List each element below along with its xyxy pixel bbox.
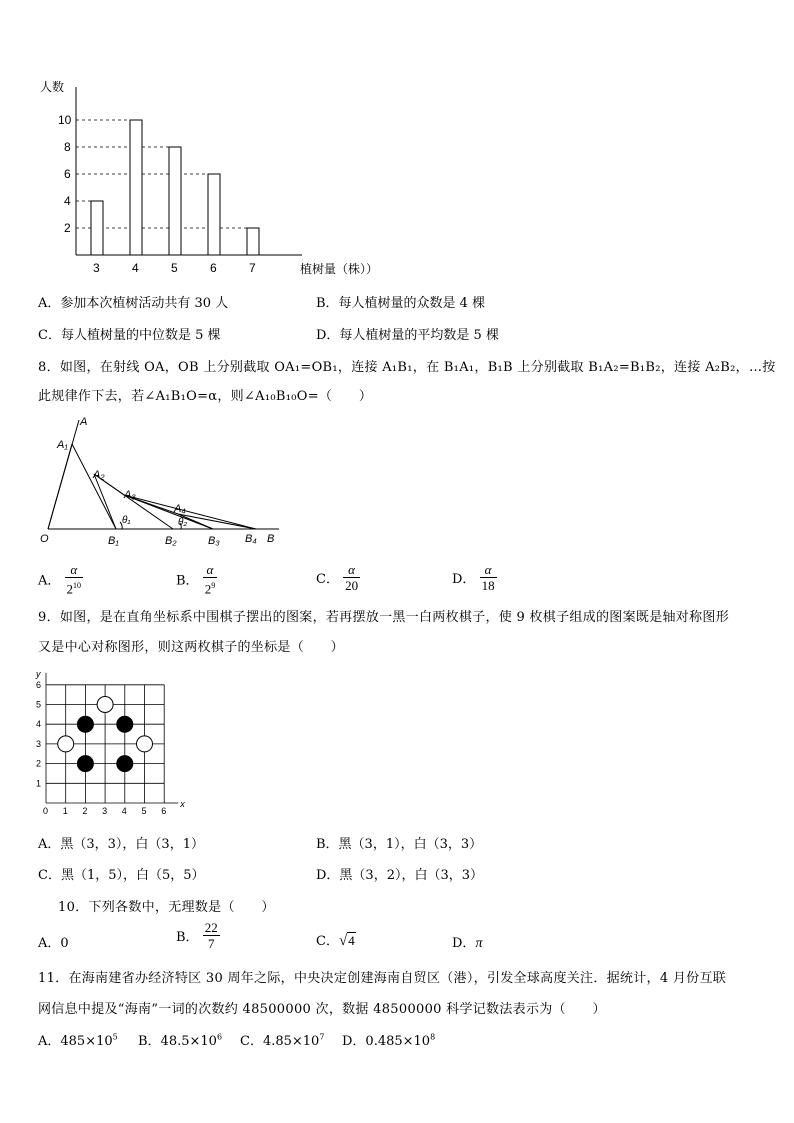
q8-option-a: A． $\frac{\alpha}{2^{10}}$ [38,562,82,597]
x-tick-6: 6 [161,806,167,816]
y-tick-6: 6 [36,679,42,690]
chart-bars [91,120,259,255]
x-tick-3: 3 [102,806,108,816]
y-tick-4: 4 [36,719,42,730]
q11-option-d: D．$0.485\times 10^8$ [342,1032,436,1049]
q11-stem-line1: 11．在海南建省办经济特区 30 周年之际，中央决定创建海南自贸区（港），引发全球高度关注．据统计，4 月份互联 [38,971,727,986]
label-a3: A₃ [124,489,136,501]
x-tick-4: 4 [132,261,139,275]
q10-option-c: C．√4 [316,933,355,949]
y-tick-3: 3 [36,738,42,749]
x-tick-6: 6 [210,261,217,275]
q8-option-b: B． $\frac{\alpha}{2^9}$ [176,562,216,597]
q10-stem: 10．下列各数中，无理数是（ ） [58,900,275,915]
label-b4: B₄ [245,533,257,545]
black-stone [77,716,93,732]
white-stone [97,697,113,713]
q9-stem-line2: 又是中心对称图形，则这两枚棋子的坐标是（ ） [38,640,344,655]
q10-option-b: B． $\frac{22}{7}$ [176,920,218,951]
q8-option-d: D． $\frac{\alpha}{18}$ [452,562,495,593]
white-stone [137,736,153,752]
label-b1: B₁ [108,535,119,547]
bar-4 [130,120,142,255]
q9-option-a: A．黑（3，3），白（3，1） [38,837,204,852]
q7-option-d: D．每人植树量的平均数是 5 棵 [316,328,499,343]
origin-label: 0 [43,806,49,816]
q7-option-a: A．参加本次植树活动共有 30 人 [38,296,229,311]
label-theta1: θ₁ [122,515,131,526]
y-tick-10: 10 [58,113,72,127]
black-stone [117,756,133,772]
bar-6 [208,174,220,255]
x-tick-5: 5 [141,806,147,816]
q8-figure [38,412,288,552]
x-axis-label: x [180,799,185,809]
q11-option-c: C．$4.85\times 10^7$ [240,1032,325,1049]
label-a1: A₁ [57,439,68,451]
q10-option-d: D．π [452,936,483,951]
x-tick-5: 5 [171,261,178,275]
q8-stem-line1: 8．如图，在射线 OA，OB 上分别截取 OA₁=OB₁，连接 A₁B₁，在 B₁A₁，B₁B 上分别截取 B₁A₂=B₁B₂，连接 A₂B₂，…按 [38,360,776,375]
y-tick-2: 2 [64,221,71,235]
bar-3 [91,201,103,255]
label-a4: A₄ [174,503,186,515]
y-tick-6: 6 [64,167,71,181]
label-a: A [80,416,88,428]
label-o: O [40,533,49,545]
x-axis-label: 植树量（株）） [300,262,379,276]
y-tick-2: 2 [36,758,42,769]
y-tick-4: 4 [64,194,71,208]
q9-grid-figure [30,660,200,820]
chart-axes [76,87,302,255]
label-theta2: θ₂ [178,517,188,528]
x-tick-1: 1 [62,806,68,816]
y-tick-1: 1 [36,778,42,789]
x-tick-4: 4 [121,806,127,816]
black-stone [117,716,133,732]
q9-option-b: B．黑（3，1），白（3，3） [316,837,483,852]
bar-7 [247,228,259,255]
y-axis-label: 人数 [40,80,65,94]
x-tick-3: 3 [93,261,100,275]
q8-stem-line2: 此规律作下去，若∠A₁B₁O=α，则∠A₁₀B₁₀O=（ ） [38,389,373,404]
q8-option-c: C． $\frac{\alpha}{20}$ [316,562,359,593]
q11-option-b: B．$48.5\times 10^6$ [138,1032,223,1049]
label-b3: B₃ [208,535,220,547]
q7-option-c: C．每人植树量的中位数是 5 棵 [38,328,221,343]
y-tick-5: 5 [36,699,42,710]
y-tick-8: 8 [64,140,71,154]
black-stone [77,756,93,772]
label-b2: B₂ [165,535,177,547]
bar-chart [30,75,410,280]
x-tick-2: 2 [82,806,88,816]
q10-option-a: A．0 [38,936,69,951]
label-a2: A₂ [93,469,105,481]
q9-stem-line1: 9．如图，是在直角坐标系中围棋子摆出的图案，若再摆放一黑一白两枚棋子，使 9 枚棋子组成的图案既是轴对称图形 [38,610,730,625]
white-stone [58,736,74,752]
q11-stem-line2: 网信息中提及“海南”一词的次数约 48500000 次，数据 48500000 科学记数法表示为（ ） [38,1002,606,1017]
y-axis-label: y [36,668,41,679]
q7-option-b: B．每人植树量的众数是 4 棵 [316,296,486,311]
x-tick-7: 7 [249,261,256,275]
bar-5 [169,147,181,255]
q9-option-c: C．黑（1，5），白（5，5） [38,868,205,883]
label-b: B [267,533,275,545]
q9-option-d: D．黑（3，2），白（3，3） [316,868,484,883]
q11-option-a: A．$485\times 10^5$ [38,1032,118,1049]
